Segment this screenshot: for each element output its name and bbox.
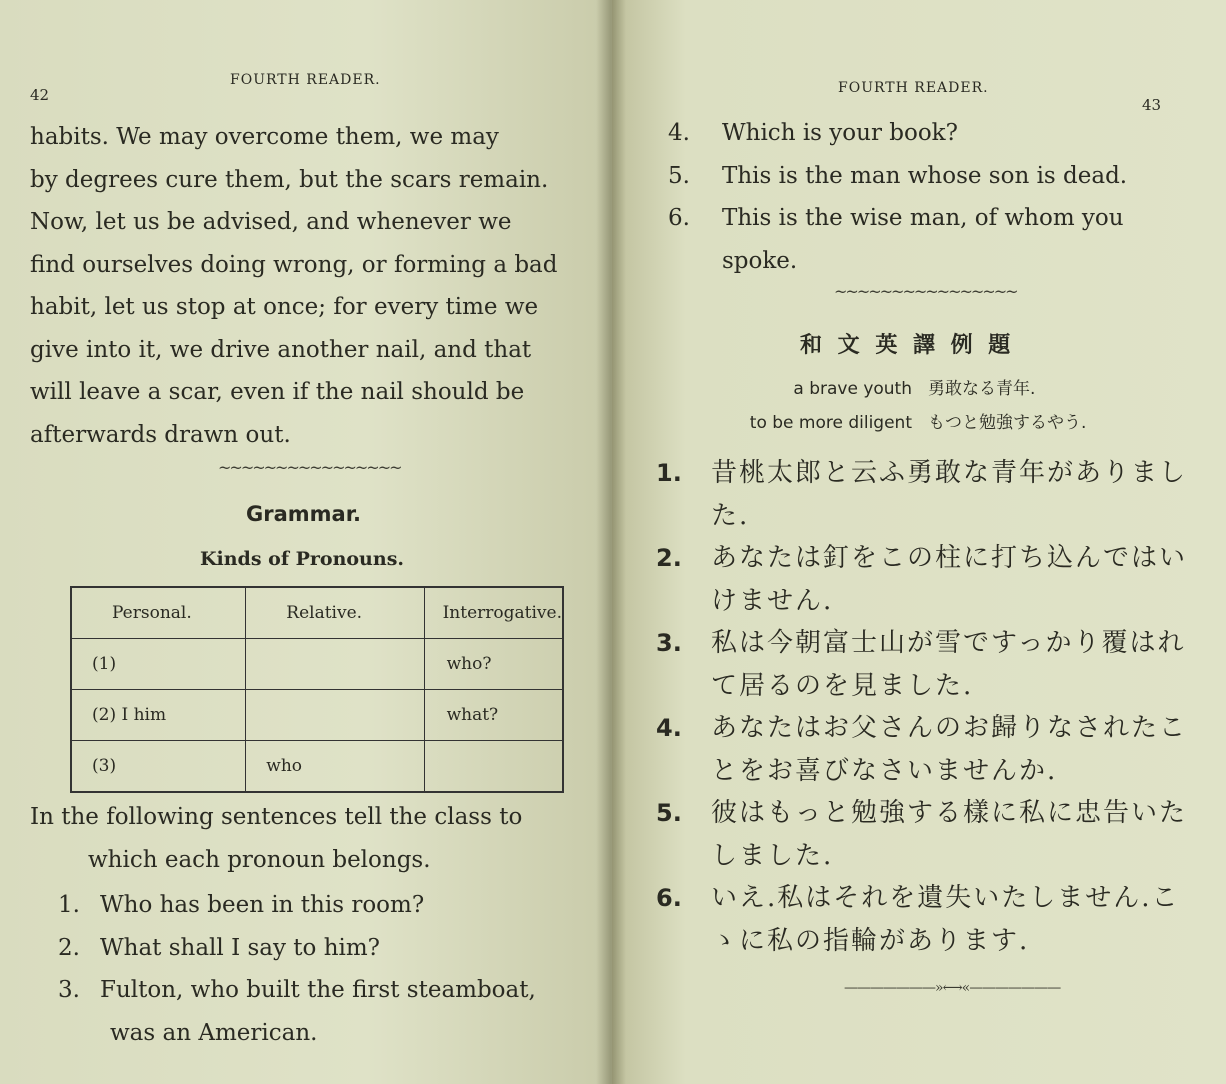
exercise-list <box>656 452 1216 956</box>
section-ornament: ~~~~~~~~~~~~~~~~ <box>834 282 1017 301</box>
table-cell: (1) <box>71 639 246 690</box>
list-text: Who has been in this room? <box>100 892 425 918</box>
list-text <box>711 622 1191 707</box>
list-item <box>656 792 1216 877</box>
list-text-line: ゝに私の指輪があります. <box>711 925 1030 956</box>
table-cell <box>246 690 424 741</box>
list-item <box>668 197 1208 240</box>
table-header: Relative. <box>246 587 424 639</box>
paragraph-line: by degrees cure them, but the scars remain. <box>30 166 549 193</box>
list-number: 4. <box>656 714 682 742</box>
book-gutter <box>596 0 626 1084</box>
table-header: Interrogative. <box>424 587 563 639</box>
list-text-line: けません. <box>711 585 834 616</box>
paragraph-line: habits. We may overcome them, we may <box>30 124 499 150</box>
paragraph <box>30 116 595 456</box>
list-text: Which is your book? <box>722 120 958 146</box>
paragraph-line: will leave a scar, even if the nail should be <box>30 379 525 405</box>
table-cell: who? <box>424 639 563 690</box>
table-row <box>71 741 563 793</box>
list-text-continued: was an American. <box>110 1019 318 1046</box>
instructions <box>30 796 600 881</box>
list-text-line: いえ.私はそれを遺失いたしません.こ <box>711 883 1180 913</box>
list-text-line: あなたはお父さんのお歸りなされたこ <box>711 713 1188 743</box>
list-text <box>711 792 1191 877</box>
sentence-list <box>668 112 1208 282</box>
right-page <box>612 0 1226 1084</box>
vocab-japanese: もつと勉強するやう. <box>928 413 1087 433</box>
vocab-english: a brave youth <box>793 379 912 399</box>
list-text: This is the man whose son is dead. <box>722 162 1128 189</box>
list-number: 5. <box>668 162 690 189</box>
table-row <box>71 639 563 690</box>
instruction-line: which each pronoun belongs. <box>88 846 431 873</box>
left-page <box>0 0 612 1084</box>
list-text-line: 彼はもっと勉強する樣に私に忠告いた <box>711 798 1188 828</box>
vocab-japanese: 勇敢なる青年. <box>928 379 1036 399</box>
paragraph-line: Now, let us be advised, and whenever we <box>30 209 512 235</box>
list-number: 1. <box>656 459 682 487</box>
list-text: What shall I say to him? <box>100 934 380 961</box>
section-ornament: ~~~~~~~~~~~~~~~~ <box>218 458 401 477</box>
paragraph-line: give into it, we drive another nail, and that <box>30 336 532 363</box>
list-item <box>668 155 1208 198</box>
running-head: FOURTH READER. <box>838 80 989 96</box>
list-number: 4. <box>668 120 690 146</box>
list-number: 3. <box>58 977 80 1003</box>
list-item <box>668 112 1208 155</box>
list-text: Fulton, who built the first steamboat, <box>100 977 536 1003</box>
list-number: 5. <box>656 799 682 827</box>
list-item <box>58 969 603 1012</box>
list-text <box>711 707 1191 792</box>
table-cell: what? <box>424 690 563 741</box>
table-cell <box>424 741 563 793</box>
list-text-line: た. <box>711 500 750 531</box>
table-cell: who <box>246 741 424 793</box>
list-text <box>711 537 1191 622</box>
table-header-row <box>71 587 563 639</box>
list-text-line: て居るのを見ました. <box>711 670 974 701</box>
list-item <box>58 927 603 970</box>
list-item <box>58 884 603 927</box>
list-text-line: あなたは釘をこの柱に打ち込んではい <box>711 543 1188 573</box>
list-item <box>656 707 1216 792</box>
list-number: 3. <box>656 629 682 657</box>
list-number: 2. <box>58 934 80 961</box>
section-title: Grammar. <box>246 502 362 526</box>
instruction-line: In the following sentences tell the class to <box>30 804 523 830</box>
paragraph-line: habit, let us stop at once; for every time we <box>30 294 539 320</box>
paragraph-line: afterwards drawn out. <box>30 421 291 448</box>
paragraph-line: find ourselves doing wrong, or forming a bad <box>30 251 558 278</box>
page-number: 43 <box>1142 96 1162 114</box>
list-item <box>656 452 1216 537</box>
page-number: 42 <box>30 86 50 104</box>
vocabulary <box>722 374 1122 442</box>
list-text-continued: spoke. <box>722 247 798 274</box>
running-head: FOURTH READER. <box>230 72 381 88</box>
list-text: This is the wise man, of whom you <box>722 205 1124 231</box>
table-header: Personal. <box>71 587 246 639</box>
list-text-line: とをお喜びなさいませんか. <box>711 755 1058 786</box>
table-cell: (3) <box>71 741 246 793</box>
section-subtitle: Kinds of Pronouns. <box>200 548 404 570</box>
list-item <box>656 537 1216 622</box>
list-text <box>711 452 1191 537</box>
list-text-line: 昔桃太郎と云ふ勇敢な青年がありまし <box>711 458 1188 488</box>
list-number: 2. <box>656 544 682 572</box>
list-text-line: 私は今朝富士山が雪ですっかり覆はれ <box>711 628 1186 658</box>
list-item <box>656 877 1216 962</box>
table-cell <box>246 639 424 690</box>
sentence-list <box>58 884 603 1054</box>
table-cell: (2) I him <box>71 690 246 741</box>
list-text <box>711 877 1191 962</box>
pronouns-table <box>70 586 564 793</box>
vocab-item <box>722 408 1122 442</box>
table-row <box>71 690 563 741</box>
list-item <box>656 622 1216 707</box>
section-title: 和 文 英 譯 例 題 <box>800 333 1015 358</box>
list-number: 6. <box>656 884 682 912</box>
end-ornament: ———————»⟷«——————— <box>844 980 1061 996</box>
list-number: 6. <box>668 205 690 231</box>
list-text-line: しました. <box>711 840 834 871</box>
vocab-english: to be more diligent <box>749 413 912 433</box>
list-number: 1. <box>58 892 80 918</box>
vocab-item <box>722 374 1122 408</box>
